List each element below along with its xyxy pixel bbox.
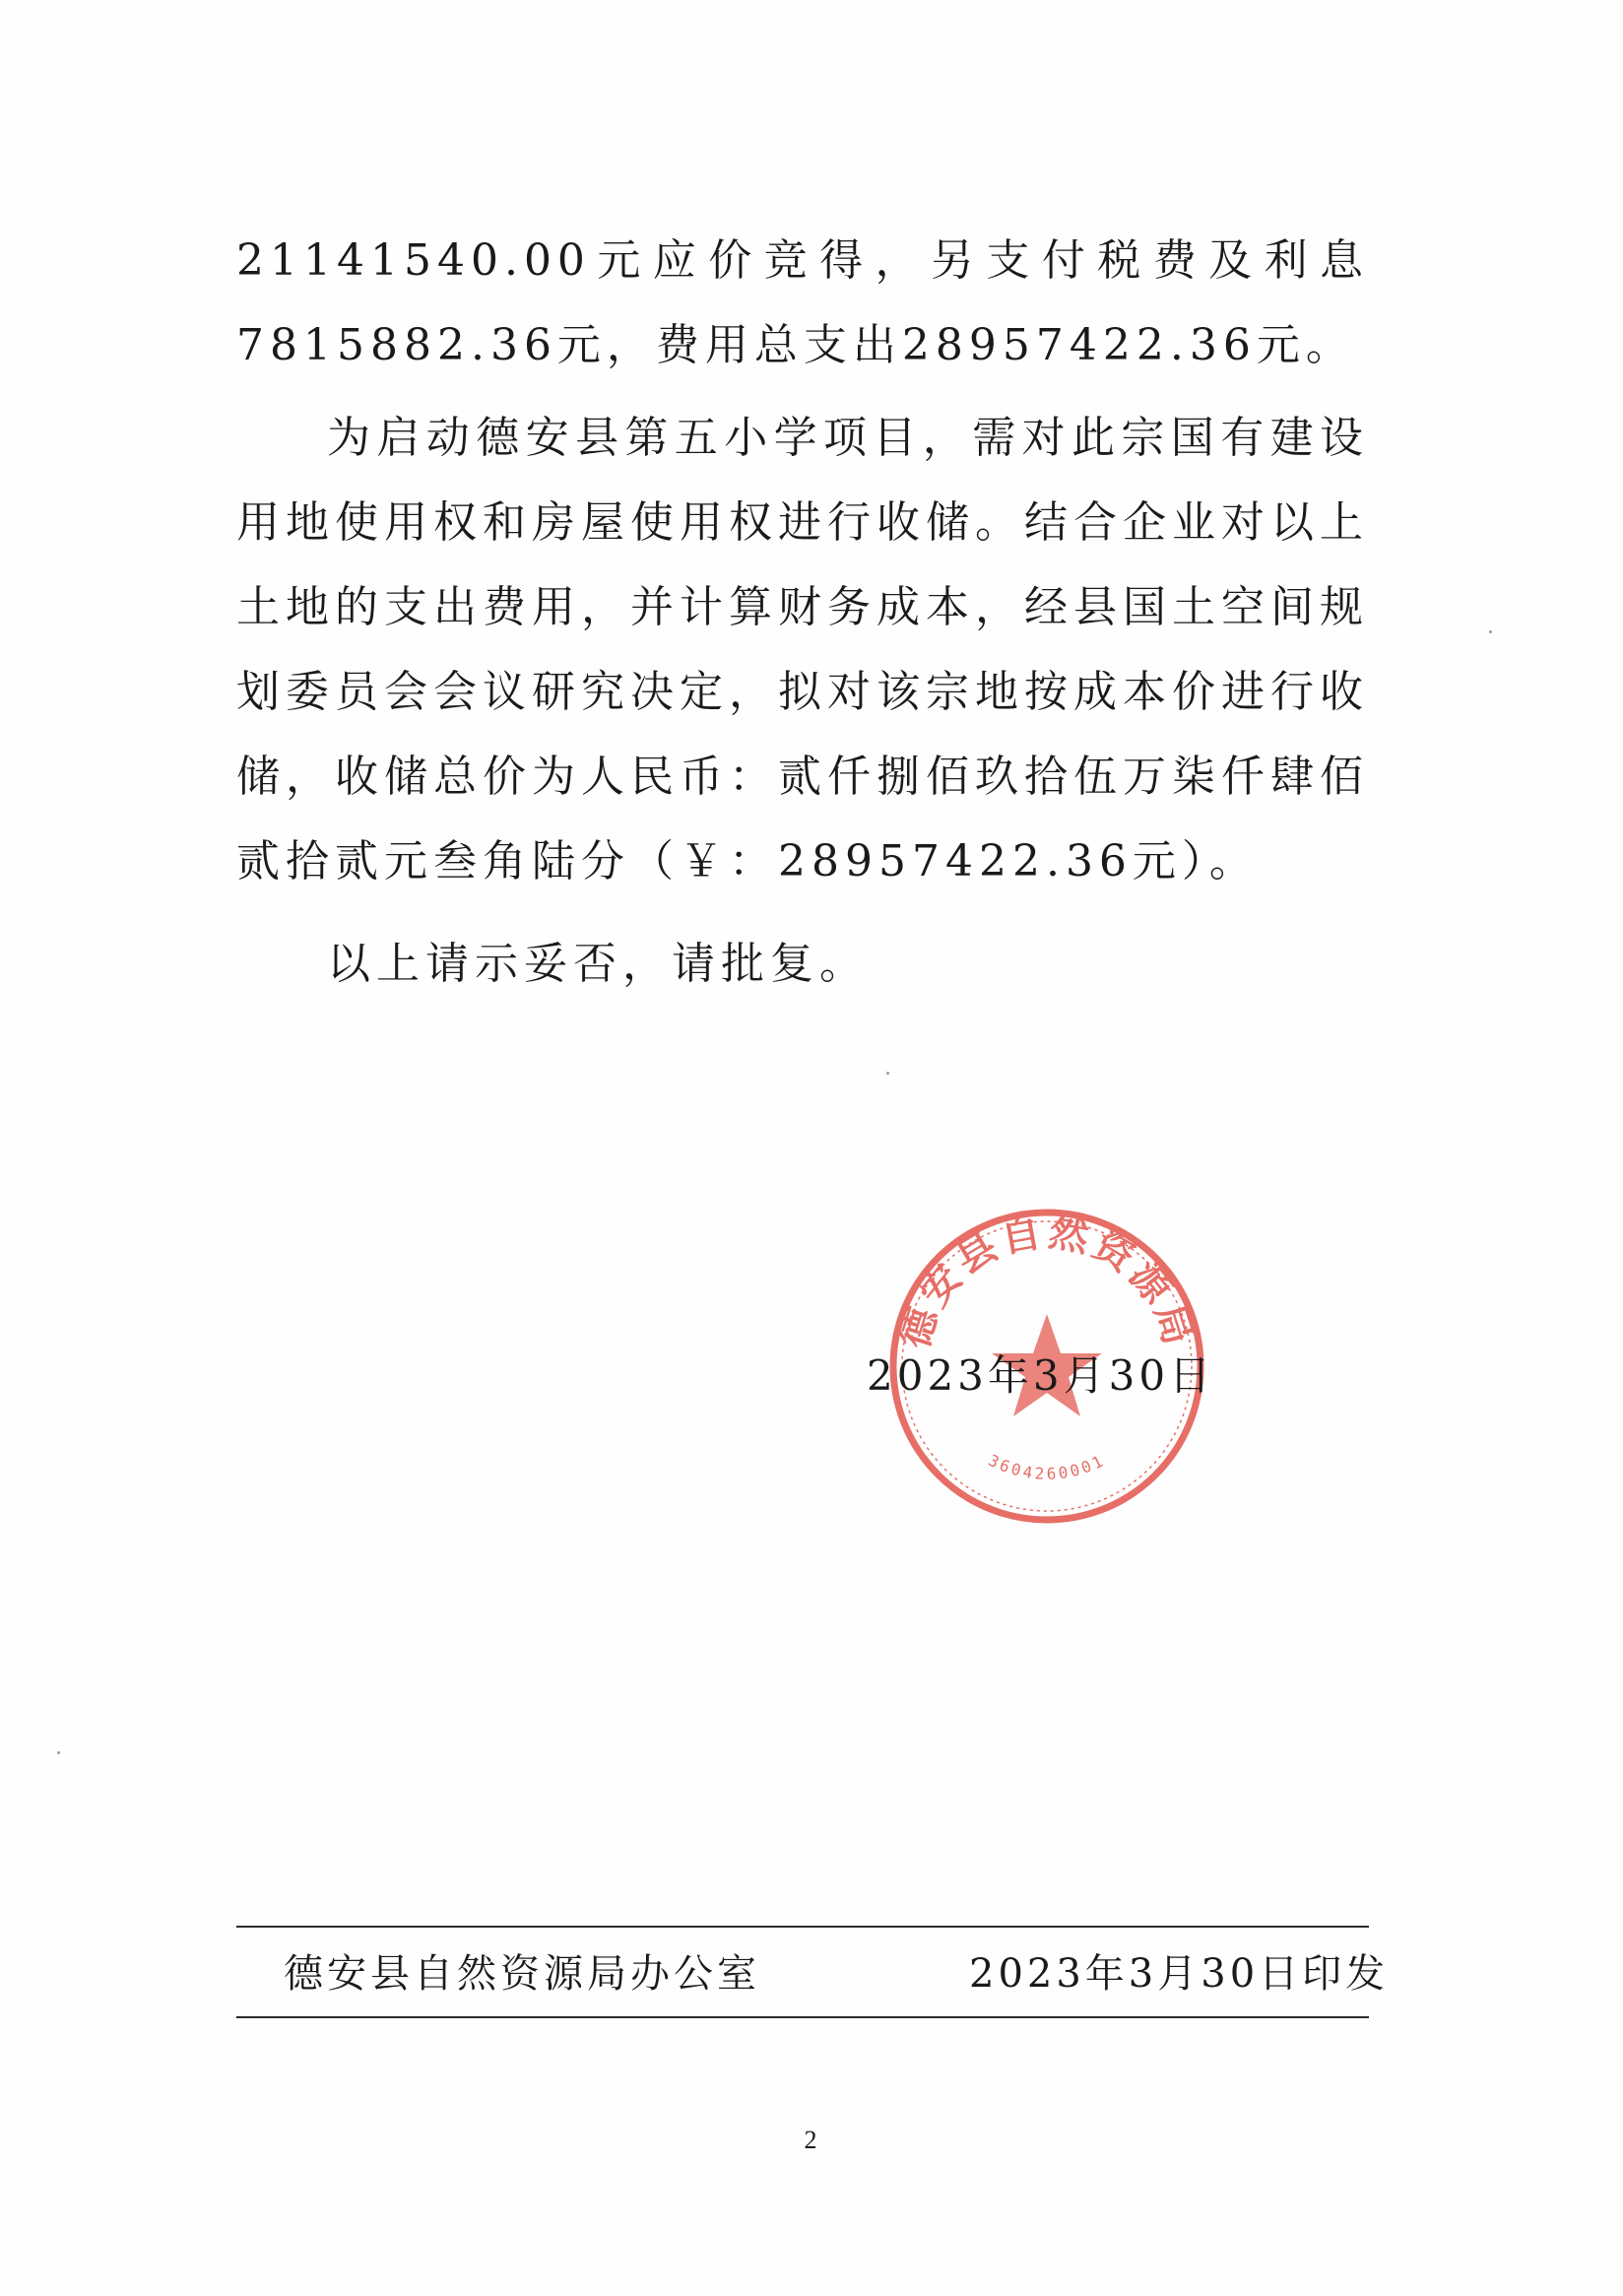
body-paragraph-1: 21141540.00元应价竞得，另支付税费及利息7815882.36元，费用总支出28957422.36元。 (236, 235, 1369, 370)
svg-text:德安县自然资源局: 德安县自然资源局 (890, 1209, 1203, 1354)
footer-issuing-office: 德安县自然资源局办公室 (284, 1951, 760, 1997)
body-paragraph-3: 以上请示妥否，请批复。 (327, 939, 869, 989)
svg-text:3604260001: 3604260001 (985, 1450, 1109, 1483)
page-number: 2 (804, 2126, 817, 2154)
signing-date: 2023年3月30日 (867, 1351, 1215, 1400)
scan-speck (886, 1072, 889, 1075)
scan-speck (57, 1751, 60, 1754)
footer-issue-date: 2023年3月30日印发 (969, 1951, 1390, 1997)
scan-speck (1489, 630, 1492, 633)
body-paragraph-2: 为启动德安县第五小学项目，需对此宗国有建设用地使用权和房屋使用权进行收储。结合企业对以上土地的支出费用，并计算财务成本，经县国土空间规划委员会会议研究决定，拟对该宗地按成本价进行收储，收储总价为人民币：贰仟捌佰玖拾伍万柒仟肆佰贰拾贰元叁角陆分（￥：28957422.36元）。 (236, 413, 1369, 886)
footer-bottom-rule (236, 2016, 1369, 2018)
footer-top-rule (236, 1926, 1369, 1928)
